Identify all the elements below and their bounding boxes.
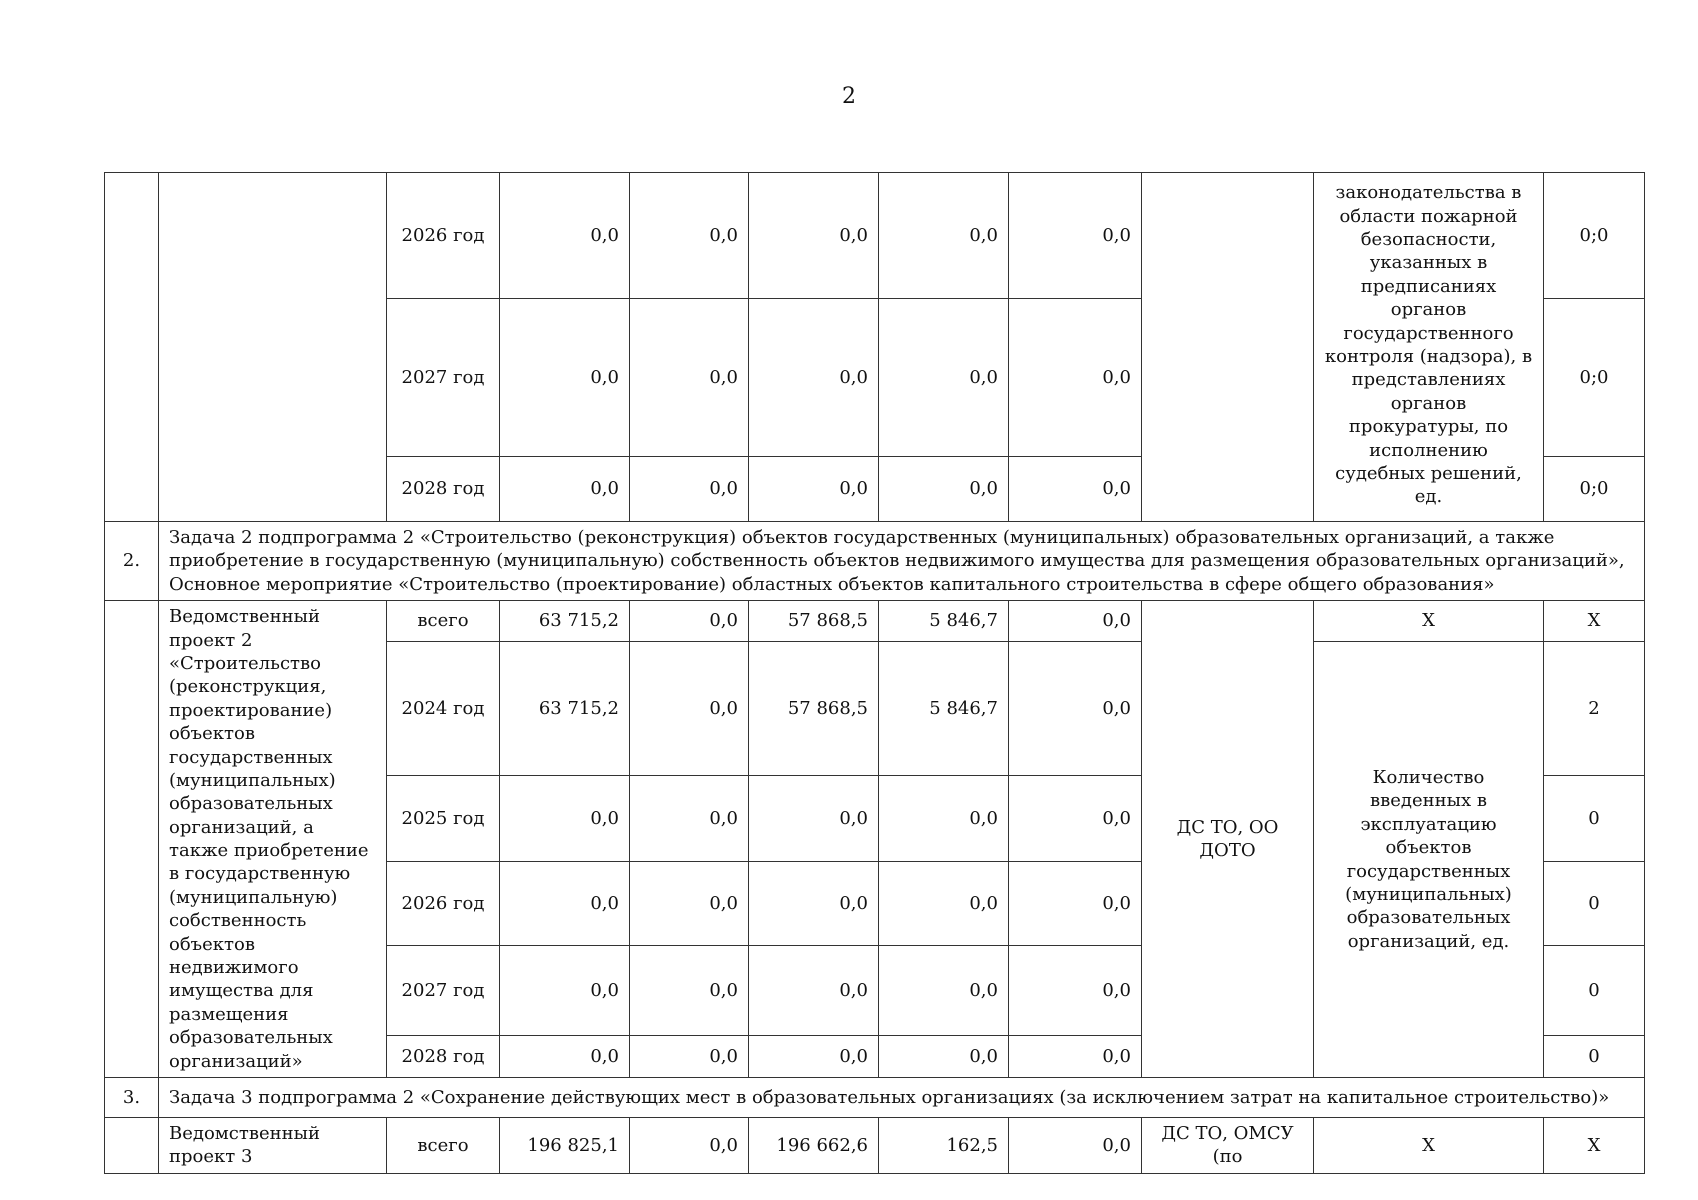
regional-funding-cell: 0,0: [749, 1035, 879, 1077]
local-funding-cell: 0,0: [879, 457, 1009, 522]
other-funding-cell: 0,0: [1009, 457, 1142, 522]
federal-funding-cell: 0,0: [630, 775, 749, 861]
total-funding-cell: 63 715,2: [500, 601, 630, 642]
row-number-cell: [105, 601, 159, 1078]
other-funding-cell: 0,0: [1009, 601, 1142, 642]
responsible-cell: [1142, 173, 1314, 522]
other-funding-cell: 0,0: [1009, 173, 1142, 299]
target-value-cell: 0;0: [1544, 173, 1645, 299]
total-funding-cell: 0,0: [500, 457, 630, 522]
federal-funding-cell: 0,0: [630, 299, 749, 457]
year-cell: 2028 год: [387, 1035, 500, 1077]
responsible-cell: ДС ТО, ОМСУ (по: [1142, 1117, 1314, 1173]
task-description-cell: Задача 2 подпрограмма 2 «Строительство (реконструкция) объектов государственных (муниципальных) образовательных организаций, а также приобретение в государственную (муниципальную) собственность объектов недвижимого имущества для размещения образовательных организаций», Основное мероприятие «Строительство (проектирование) областных объектов капитального строительства в сфере общего образования»: [159, 522, 1645, 601]
target-value-cell: 0: [1544, 945, 1645, 1035]
table-row: [105, 1117, 1645, 1173]
target-value-cell: 0: [1544, 861, 1645, 945]
event-name-cell: Ведомственный проект 3: [159, 1117, 387, 1173]
target-value-cell: 0;0: [1544, 299, 1645, 457]
year-cell: 2026 год: [387, 173, 500, 299]
task-number-cell: 2.: [105, 522, 159, 601]
local-funding-cell: 0,0: [879, 945, 1009, 1035]
federal-funding-cell: 0,0: [630, 173, 749, 299]
regional-funding-cell: 0,0: [749, 457, 879, 522]
federal-funding-cell: 0,0: [630, 642, 749, 776]
event-name-cell: Ведомственный проект 2 «Строительство (реконструкция, проектирование) объектов государственных (муниципальных) образовательных организаций, а также приобретение в государственную (муниципальную) собственность объектов недвижимого имущества для размещения образовательных организаций»: [159, 601, 387, 1078]
total-funding-cell: 0,0: [500, 173, 630, 299]
target-value-cell: 0;0: [1544, 457, 1645, 522]
regional-funding-cell: 0,0: [749, 173, 879, 299]
indicator-cell: законодательства в области пожарной безопасности, указанных в предписаниях органов государственного контроля (надзора), в представлениях органов прокуратуры, по исполнению судебных решений, ед.: [1314, 173, 1544, 522]
regional-funding-cell: 57 868,5: [749, 601, 879, 642]
total-funding-cell: 0,0: [500, 861, 630, 945]
local-funding-cell: 0,0: [879, 173, 1009, 299]
table-row: [105, 173, 1645, 299]
row-number-cell: [105, 173, 159, 522]
event-name-cell: [159, 173, 387, 522]
year-cell: 2028 год: [387, 457, 500, 522]
task-number-cell: 3.: [105, 1077, 159, 1117]
indicator-cell: Количество введенных в эксплуатацию объектов государственных (муниципальных) образовательных организаций, ед.: [1314, 642, 1544, 1078]
program-table: [104, 172, 1645, 1174]
local-funding-cell: 0,0: [879, 775, 1009, 861]
total-funding-cell: 63 715,2: [500, 642, 630, 776]
other-funding-cell: 0,0: [1009, 1035, 1142, 1077]
row-number-cell: [105, 1117, 159, 1173]
other-funding-cell: 0,0: [1009, 861, 1142, 945]
year-cell: всего: [387, 1117, 500, 1173]
total-funding-cell: 0,0: [500, 775, 630, 861]
total-funding-cell: 196 825,1: [500, 1117, 630, 1173]
federal-funding-cell: 0,0: [630, 861, 749, 945]
year-cell: 2026 год: [387, 861, 500, 945]
local-funding-cell: 0,0: [879, 861, 1009, 945]
total-funding-cell: 0,0: [500, 945, 630, 1035]
regional-funding-cell: 57 868,5: [749, 642, 879, 776]
target-value-cell: 2: [1544, 642, 1645, 776]
task-row: [105, 522, 1645, 601]
federal-funding-cell: 0,0: [630, 601, 749, 642]
task-row: [105, 1077, 1645, 1117]
year-cell: 2027 год: [387, 945, 500, 1035]
target-value-cell: Х: [1544, 601, 1645, 642]
year-cell: всего: [387, 601, 500, 642]
year-cell: 2025 год: [387, 775, 500, 861]
other-funding-cell: 0,0: [1009, 299, 1142, 457]
table-row: [105, 601, 1645, 642]
target-value-cell: 0: [1544, 1035, 1645, 1077]
regional-funding-cell: 0,0: [749, 775, 879, 861]
indicator-cell: Х: [1314, 601, 1544, 642]
local-funding-cell: 0,0: [879, 299, 1009, 457]
other-funding-cell: 0,0: [1009, 945, 1142, 1035]
local-funding-cell: 5 846,7: [879, 642, 1009, 776]
task-description-cell: Задача 3 подпрограмма 2 «Сохранение действующих мест в образовательных организациях (за исключением затрат на капитальное строительство)»: [159, 1077, 1645, 1117]
target-value-cell: Х: [1544, 1117, 1645, 1173]
other-funding-cell: 0,0: [1009, 642, 1142, 776]
other-funding-cell: 0,0: [1009, 1117, 1142, 1173]
regional-funding-cell: 196 662,6: [749, 1117, 879, 1173]
page-number: 2: [842, 84, 856, 109]
target-value-cell: 0: [1544, 775, 1645, 861]
total-funding-cell: 0,0: [500, 1035, 630, 1077]
local-funding-cell: 0,0: [879, 1035, 1009, 1077]
year-cell: 2027 год: [387, 299, 500, 457]
other-funding-cell: 0,0: [1009, 775, 1142, 861]
regional-funding-cell: 0,0: [749, 945, 879, 1035]
year-cell: 2024 год: [387, 642, 500, 776]
regional-funding-cell: 0,0: [749, 861, 879, 945]
indicator-cell: Х: [1314, 1117, 1544, 1173]
federal-funding-cell: 0,0: [630, 1035, 749, 1077]
total-funding-cell: 0,0: [500, 299, 630, 457]
federal-funding-cell: 0,0: [630, 457, 749, 522]
regional-funding-cell: 0,0: [749, 299, 879, 457]
federal-funding-cell: 0,0: [630, 945, 749, 1035]
local-funding-cell: 5 846,7: [879, 601, 1009, 642]
local-funding-cell: 162,5: [879, 1117, 1009, 1173]
federal-funding-cell: 0,0: [630, 1117, 749, 1173]
responsible-cell: ДС ТО, ОО ДОТО: [1142, 601, 1314, 1078]
